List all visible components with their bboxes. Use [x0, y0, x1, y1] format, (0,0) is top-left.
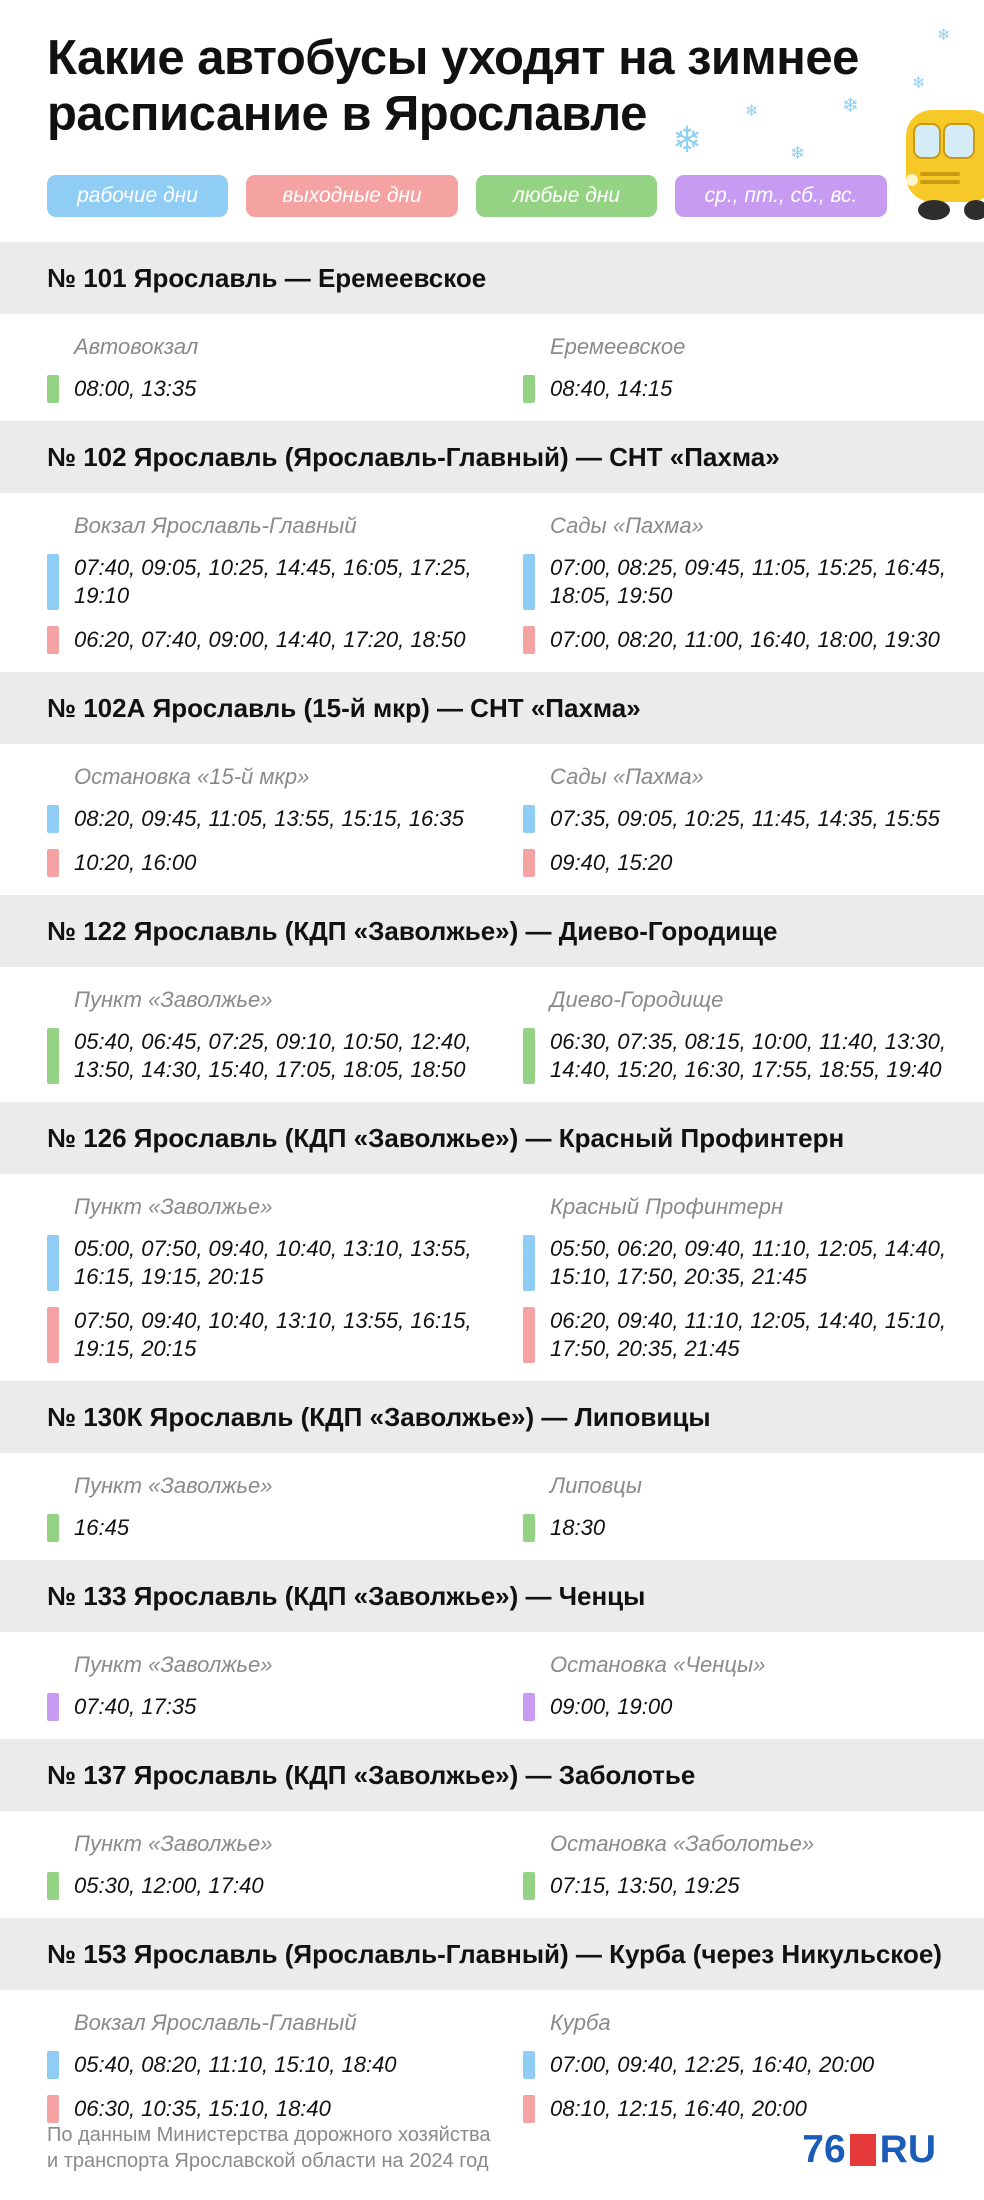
bus-icon	[898, 98, 984, 224]
direction-left	[0, 1473, 523, 1542]
routes-list	[0, 242, 984, 2141]
direction-right	[523, 513, 963, 654]
direction-left	[0, 1194, 523, 1363]
departure-times: 07:15, 13:50, 19:25	[550, 1873, 740, 1898]
schedule-line	[47, 849, 523, 877]
day-type-marker	[523, 849, 535, 877]
direction-left	[0, 1652, 523, 1721]
stop-name: Вокзал Ярославль-Главный	[74, 2010, 357, 2035]
departure-times: 07:00, 08:20, 11:00, 16:40, 18:00, 19:30	[550, 627, 940, 652]
departure-times: 05:40, 06:45, 07:25, 09:10, 10:50, 12:40, 13:50, 14:30, 15:40, 17:05, 18:05, 18:50	[74, 1029, 472, 1082]
logo-number: 76	[802, 2128, 846, 2171]
day-type-marker	[47, 1514, 59, 1542]
source-line: По данным Министерства дорожного хозяйства	[47, 2124, 491, 2146]
route-body	[0, 967, 984, 1102]
day-type-marker	[523, 1514, 535, 1542]
logo-mark-icon	[850, 2134, 876, 2166]
header	[0, 0, 984, 242]
legend	[47, 175, 887, 217]
direction-right	[523, 987, 963, 1084]
snowflake-icon: ❄	[937, 25, 951, 44]
page-title: Какие автобусы уходят на зимнее расписание в Ярославле	[47, 31, 859, 141]
day-type-marker	[47, 626, 59, 654]
route-body	[0, 1811, 984, 1918]
day-type-marker	[523, 554, 535, 610]
route-section	[0, 1381, 984, 1560]
departure-times: 08:40, 14:15	[550, 376, 673, 401]
schedule-line	[523, 1872, 963, 1900]
stop-name: Диево-Городище	[550, 987, 724, 1012]
route-body	[0, 1632, 984, 1739]
schedule-line	[523, 849, 963, 877]
direction-right	[523, 1194, 963, 1363]
departure-times: 05:50, 06:20, 09:40, 11:10, 12:05, 14:40, 15:10, 17:50, 20:35, 21:45	[550, 1236, 946, 1289]
route-body	[0, 744, 984, 895]
direction-left	[0, 1831, 523, 1900]
schedule-line	[523, 1307, 963, 1363]
schedule-line	[523, 626, 963, 654]
stop-name: Сады «Пахма»	[550, 513, 704, 538]
route-title: № 126 Ярославль (КДП «Заволжье») — Красный Профинтерн	[0, 1102, 984, 1174]
day-type-marker	[47, 2051, 59, 2079]
day-type-marker	[523, 375, 535, 403]
route-title: № 133 Ярославль (КДП «Заволжье») — Ченцы	[0, 1560, 984, 1632]
route-title: № 153 Ярославль (Ярославль-Главный) — Курба (через Никульское)	[0, 1918, 984, 1990]
stop-name: Остановка «15-й мкр»	[74, 764, 310, 789]
departure-times: 18:30	[550, 1515, 606, 1540]
departure-times: 07:40, 09:05, 10:25, 14:45, 16:05, 17:25, 19:10	[74, 555, 472, 608]
stop-name: Пункт «Заволжье»	[74, 1652, 273, 1677]
route-section	[0, 1560, 984, 1739]
schedule-line	[47, 2051, 523, 2079]
route-section	[0, 895, 984, 1102]
schedule-line	[523, 1514, 963, 1542]
snowflake-icon: ❄	[912, 73, 926, 92]
schedule-line	[523, 1235, 963, 1291]
departure-times: 09:00, 19:00	[550, 1694, 673, 1719]
day-type-marker	[47, 849, 59, 877]
day-type-marker	[47, 805, 59, 833]
stop-name: Красный Профинтерн	[550, 1194, 784, 1219]
schedule-line	[523, 2051, 963, 2079]
day-type-marker	[47, 1235, 59, 1291]
schedule-line	[47, 1307, 523, 1363]
logo-domain: RU	[879, 2128, 936, 2171]
direction-left	[0, 2010, 523, 2123]
stop-name: Автовокзал	[74, 334, 199, 359]
departure-times: 06:20, 07:40, 09:00, 14:40, 17:20, 18:50	[74, 627, 466, 652]
route-title: № 137 Ярославль (КДП «Заволжье») — Заболотье	[0, 1739, 984, 1811]
logo	[802, 2128, 936, 2172]
snowflake-icon: ❄	[745, 101, 759, 120]
departure-times: 07:40, 17:35	[74, 1694, 197, 1719]
source-line: и транспорта Ярославской области на 2024 год	[47, 2150, 489, 2172]
day-type-marker	[523, 1872, 535, 1900]
schedule-line	[47, 1028, 523, 1084]
schedule-line	[523, 1693, 963, 1721]
stop-name: Пункт «Заволжье»	[74, 1831, 273, 1856]
departure-times: 05:00, 07:50, 09:40, 10:40, 13:10, 13:55, 16:15, 19:15, 20:15	[74, 1236, 472, 1289]
direction-right	[523, 2010, 963, 2123]
schedule-line	[523, 1028, 963, 1084]
stop-name: Остановка «Заболотье»	[550, 1831, 815, 1856]
legend-weekends: выходные дни	[246, 175, 458, 217]
route-body	[0, 1174, 984, 1381]
route-section	[0, 1739, 984, 1918]
direction-right	[523, 1652, 963, 1721]
departure-times: 08:20, 09:45, 11:05, 13:55, 15:15, 16:35	[74, 806, 464, 831]
day-type-marker	[47, 375, 59, 403]
snowflake-icon: ❄	[672, 120, 703, 161]
direction-left	[0, 513, 523, 654]
direction-left	[0, 764, 523, 877]
day-type-marker	[523, 1307, 535, 1363]
day-type-marker	[523, 1028, 535, 1084]
day-type-marker	[47, 1693, 59, 1721]
route-body	[0, 493, 984, 672]
departure-times: 06:30, 10:35, 15:10, 18:40	[74, 2096, 331, 2121]
direction-right	[523, 1473, 963, 1542]
departure-times: 09:40, 15:20	[550, 850, 673, 875]
route-section	[0, 672, 984, 895]
schedule-line	[47, 1872, 523, 1900]
departure-times: 07:00, 08:25, 09:45, 11:05, 15:25, 16:45, 18:05, 19:50	[550, 555, 946, 608]
departure-times: 08:00, 13:35	[74, 376, 197, 401]
day-type-marker	[47, 1307, 59, 1363]
route-title: № 102 Ярославль (Ярославль-Главный) — СНТ «Пахма»	[0, 421, 984, 493]
stop-name: Пункт «Заволжье»	[74, 1194, 273, 1219]
route-title: № 130К Ярославль (КДП «Заволжье») — Липовицы	[0, 1381, 984, 1453]
route-section	[0, 421, 984, 672]
stop-name: Курба	[550, 2010, 611, 2035]
schedule-line	[47, 626, 523, 654]
stop-name: Сады «Пахма»	[550, 764, 704, 789]
day-type-marker	[47, 554, 59, 610]
route-body	[0, 314, 984, 421]
route-title: № 102А Ярославль (15-й мкр) — СНТ «Пахма»	[0, 672, 984, 744]
route-body	[0, 1453, 984, 1560]
departure-times: 06:20, 09:40, 11:10, 12:05, 14:40, 15:10, 17:50, 20:35, 21:45	[550, 1308, 946, 1361]
direction-left	[0, 987, 523, 1084]
direction-right	[523, 764, 963, 877]
departure-times: 05:30, 12:00, 17:40	[74, 1873, 264, 1898]
route-section	[0, 242, 984, 421]
day-type-marker	[523, 1693, 535, 1721]
schedule-line	[523, 805, 963, 833]
stop-name: Вокзал Ярославль-Главный	[74, 513, 357, 538]
legend-any-days: любые дни	[476, 175, 657, 217]
legend-special-days: ср., пт., сб., вс.	[675, 175, 887, 217]
stop-name: Пункт «Заволжье»	[74, 987, 273, 1012]
schedule-line	[47, 375, 523, 403]
departure-times: 07:50, 09:40, 10:40, 13:10, 13:55, 16:15, 19:15, 20:15	[74, 1308, 472, 1361]
departure-times: 10:20, 16:00	[74, 850, 197, 875]
direction-right	[523, 334, 963, 403]
schedule-line	[523, 554, 963, 610]
direction-left	[0, 334, 523, 403]
departure-times: 08:10, 12:15, 16:40, 20:00	[550, 2096, 807, 2121]
stop-name: Остановка «Ченцы»	[550, 1652, 766, 1677]
source-note	[47, 2122, 491, 2174]
schedule-line	[47, 805, 523, 833]
direction-right	[523, 1831, 963, 1900]
departure-times: 07:35, 09:05, 10:25, 11:45, 14:35, 15:55	[550, 806, 940, 831]
day-type-marker	[523, 1235, 535, 1291]
stop-name: Еремеевское	[550, 334, 686, 359]
day-type-marker	[523, 2051, 535, 2079]
day-type-marker	[523, 626, 535, 654]
snowflake-icon: ❄	[842, 93, 859, 117]
stop-name: Липовцы	[550, 1473, 642, 1498]
route-title: № 122 Ярославль (КДП «Заволжье») — Диево-Городище	[0, 895, 984, 967]
schedule-line	[47, 1693, 523, 1721]
legend-weekdays: рабочие дни	[47, 175, 228, 217]
departure-times: 06:30, 07:35, 08:15, 10:00, 11:40, 13:30, 14:40, 15:20, 16:30, 17:55, 18:55, 19:40	[550, 1029, 946, 1082]
schedule-line	[523, 375, 963, 403]
schedule-line	[47, 554, 523, 610]
stop-name: Пункт «Заволжье»	[74, 1473, 273, 1498]
day-type-marker	[47, 1028, 59, 1084]
day-type-marker	[47, 1872, 59, 1900]
route-section	[0, 1918, 984, 2141]
route-section	[0, 1102, 984, 1381]
departure-times: 16:45	[74, 1515, 130, 1540]
footer	[0, 2112, 984, 2192]
day-type-marker	[523, 805, 535, 833]
schedule-line	[47, 1514, 523, 1542]
departure-times: 07:00, 09:40, 12:25, 16:40, 20:00	[550, 2052, 875, 2077]
route-title: № 101 Ярославль — Еремеевское	[0, 242, 984, 314]
schedule-line	[47, 1235, 523, 1291]
snowflake-icon: ❄	[790, 143, 806, 164]
departure-times: 05:40, 08:20, 11:10, 15:10, 18:40	[74, 2052, 397, 2077]
